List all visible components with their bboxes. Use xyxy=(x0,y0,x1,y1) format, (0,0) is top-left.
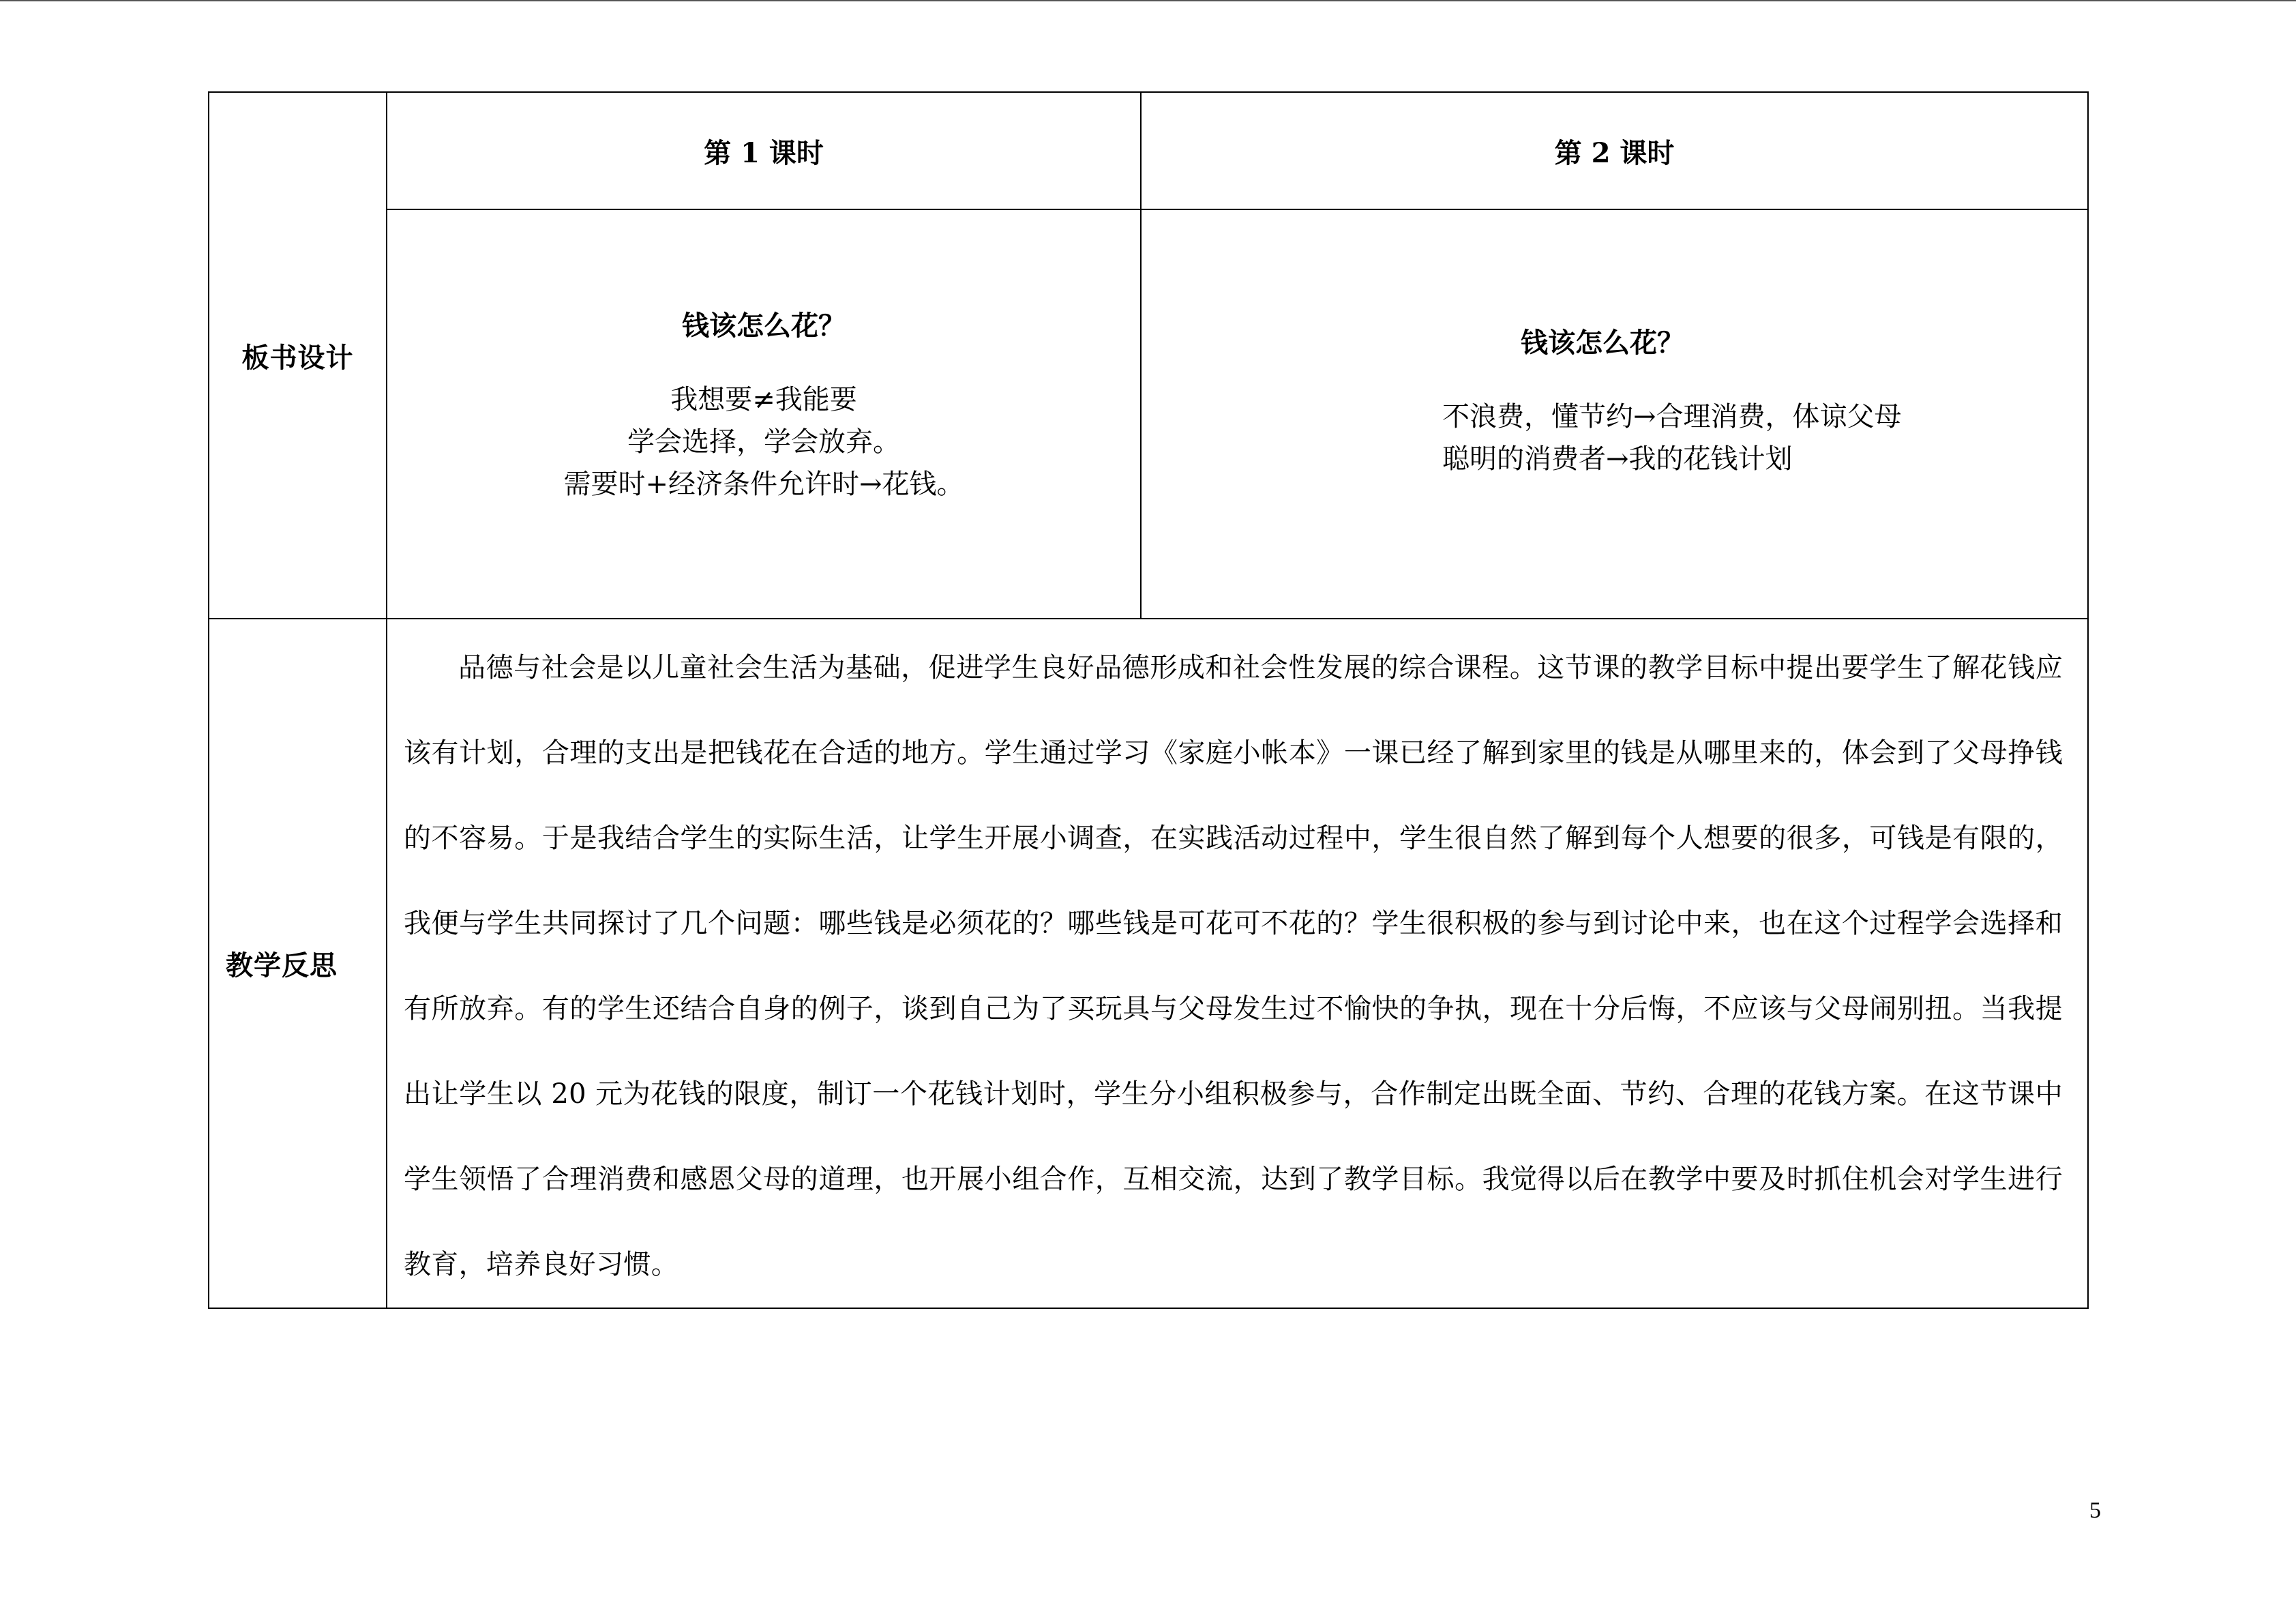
board-lesson1-cell xyxy=(387,209,1141,619)
board-lesson1-line: 需要时+经济条件允许时→花钱。 xyxy=(563,468,964,500)
reflection-label: 教学反思 xyxy=(209,619,387,1308)
lesson1-header: 第 1 课时 xyxy=(387,92,1141,209)
board-lesson1-line: 我想要≠我能要 xyxy=(670,383,857,415)
reflection-text: 品德与社会是以儿童社会生活为基础，促进学生良好品德形成和社会性发展的综合课程。这节课的教学目标中提出要学生了解花钱应该有计划，合理的支出是把钱花在合适的地方。学生通过学习《家庭小帐本》一课已经了解到家里的钱是从哪里来的，体会到了父母挣钱的不容易。于是我结合学生的实际生活，让学生开展小调查，在实践活动过程中，学生很自然了解到每个人想要的很多，可钱是有限的，我便与学生共同探讨了几个问题：哪些钱是必须花的？哪些钱是可花可不花的？学生很积极的参与到讨论中来，也在这个过程学会选择和有所放弃。有的学生还结合自身的例子，谈到自己为了买玩具与父母发生过不愉快的争执，现在十分后悔，不应该与父母闹别扭。当我提出让学生以 20 元为花钱的限度，制订一个花钱计划时，学生分小组积极参与，合作制定出既全面、节约、合理的花钱方案。在这节课中学生领悟了合理消费和感恩父母的道理，也开展小组合作，互相交流，达到了教学目标。我觉得以后在教学中要及时抓住机会对学生进行教育，培养良好习惯。 xyxy=(404,652,2063,1280)
board-lesson2-cell xyxy=(1141,209,2088,619)
board-design-label: 板书设计 xyxy=(209,92,387,619)
lesson-header-row xyxy=(209,92,2088,209)
page-number: 5 xyxy=(2089,1498,2101,1523)
board-lesson1-title: 钱该怎么花？ xyxy=(682,309,846,342)
board-design-row xyxy=(209,209,2088,619)
reflection-row xyxy=(209,619,2088,1308)
board-lesson1-line: 学会选择，学会放弃。 xyxy=(627,426,900,458)
lesson2-header: 第 2 课时 xyxy=(1141,92,2088,209)
board-lesson2-title: 钱该怎么花？ xyxy=(1521,326,1684,359)
top-border-line xyxy=(0,0,2296,1)
board-lesson2-line: 不浪费，懂节约→合理消费，体谅父母 xyxy=(1442,400,1902,432)
reflection-cell xyxy=(387,619,2088,1308)
board-lesson2-line: 聪明的消费者→我的花钱计划 xyxy=(1442,443,1793,475)
lesson-plan-table xyxy=(208,91,2089,1309)
